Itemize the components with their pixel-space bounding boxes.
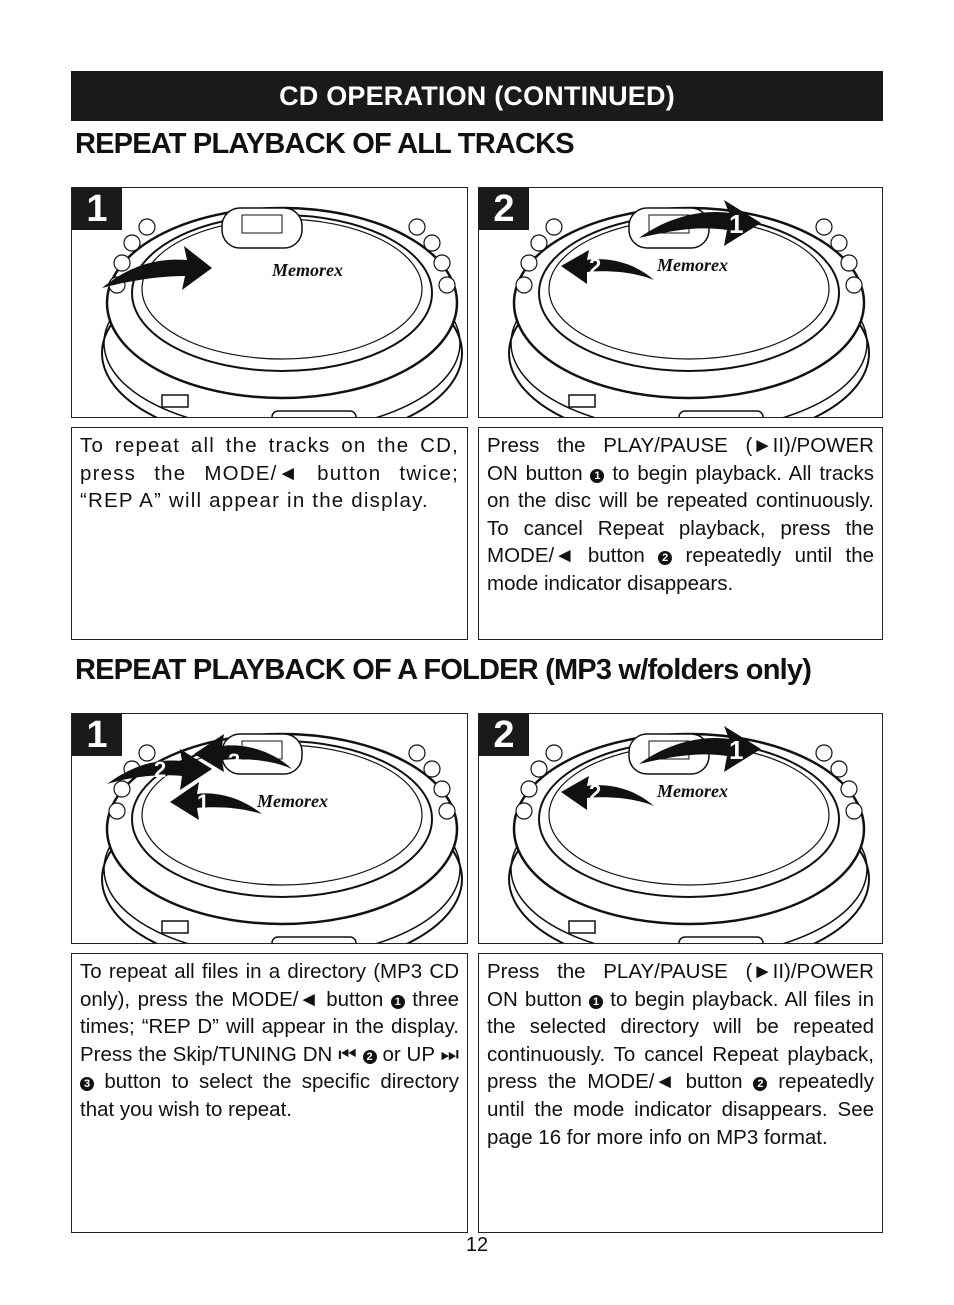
button-number-badge: 2 bbox=[753, 1077, 767, 1091]
brand-logo: Memorex bbox=[257, 791, 328, 811]
cd-player-illustration bbox=[479, 188, 883, 418]
step-number-badge: 1 bbox=[72, 188, 122, 230]
button-number-badge: 1 bbox=[391, 995, 405, 1009]
section-title-repeat-all: REPEAT PLAYBACK OF ALL TRACKS bbox=[75, 128, 574, 160]
arrow-label: 2 bbox=[154, 757, 167, 782]
instruction-text-s1-step2: Press the PLAY/PAUSE (►II)/POWER ON button 1 to begin playback. All tracks on the disc will be repeated continuously. To cancel Repeat playback, press the MODE/◄ button 2 repeatedly until the mode indicator disappears. bbox=[478, 427, 883, 640]
arrow-label: 1 bbox=[729, 209, 744, 239]
arrow-label: 3 bbox=[228, 749, 241, 774]
arrow-label: 1 bbox=[729, 735, 744, 765]
illustration-panel-s2-step2 bbox=[478, 713, 883, 944]
arrow-label: 2 bbox=[589, 254, 602, 279]
section-title-repeat-folder: REPEAT PLAYBACK OF A FOLDER (MP3 w/folders only) bbox=[75, 654, 812, 686]
illustration-panel-s2-step1 bbox=[71, 713, 468, 944]
cd-player-illustration bbox=[72, 714, 468, 944]
brand-logo: Memorex bbox=[657, 781, 728, 801]
illustration-panel-s1-step1 bbox=[71, 187, 468, 418]
brand-logo: Memorex bbox=[272, 260, 343, 280]
cd-player-illustration bbox=[72, 188, 468, 418]
step-number-badge: 2 bbox=[479, 188, 529, 230]
step-number-badge: 2 bbox=[479, 714, 529, 756]
section-banner: CD OPERATION (CONTINUED) bbox=[71, 71, 883, 121]
instruction-text-s1-step1: To repeat all the tracks on the CD, press the MODE/◄ button twice; “REP A” will appear in the display. bbox=[71, 427, 468, 640]
illustration-panel-s1-step2 bbox=[478, 187, 883, 418]
cd-player-illustration bbox=[479, 714, 883, 944]
button-number-badge: 3 bbox=[80, 1077, 94, 1091]
arrow-label: 1 bbox=[197, 790, 210, 815]
page-number: 12 bbox=[465, 1234, 489, 1256]
brand-logo: Memorex bbox=[657, 255, 728, 275]
button-number-badge: 2 bbox=[658, 551, 672, 565]
step-number-badge: 1 bbox=[72, 714, 122, 756]
button-number-badge: 2 bbox=[363, 1050, 377, 1064]
instruction-text-s2-step2: Press the PLAY/PAUSE (►II)/POWER ON button 1 to begin playback. All files in the selected directory will be repeated continuously. To cancel Repeat playback, press the MODE/◄ button 2 repeatedly until the mode indicator disappears. See page 16 for more info on MP3 format. bbox=[478, 953, 883, 1233]
button-number-badge: 1 bbox=[589, 995, 603, 1009]
button-number-badge: 1 bbox=[590, 469, 604, 483]
arrow-label: 2 bbox=[589, 780, 602, 805]
instruction-text-s2-step1: To repeat all files in a directory (MP3 CD only), press the MODE/◄ button 1 three times; “REP D” will appear in the display. Press the Skip/TUNING DN ⏮ 2 or UP ⏭ 3 button to select the specific directory that you wish to repeat. bbox=[71, 953, 468, 1233]
